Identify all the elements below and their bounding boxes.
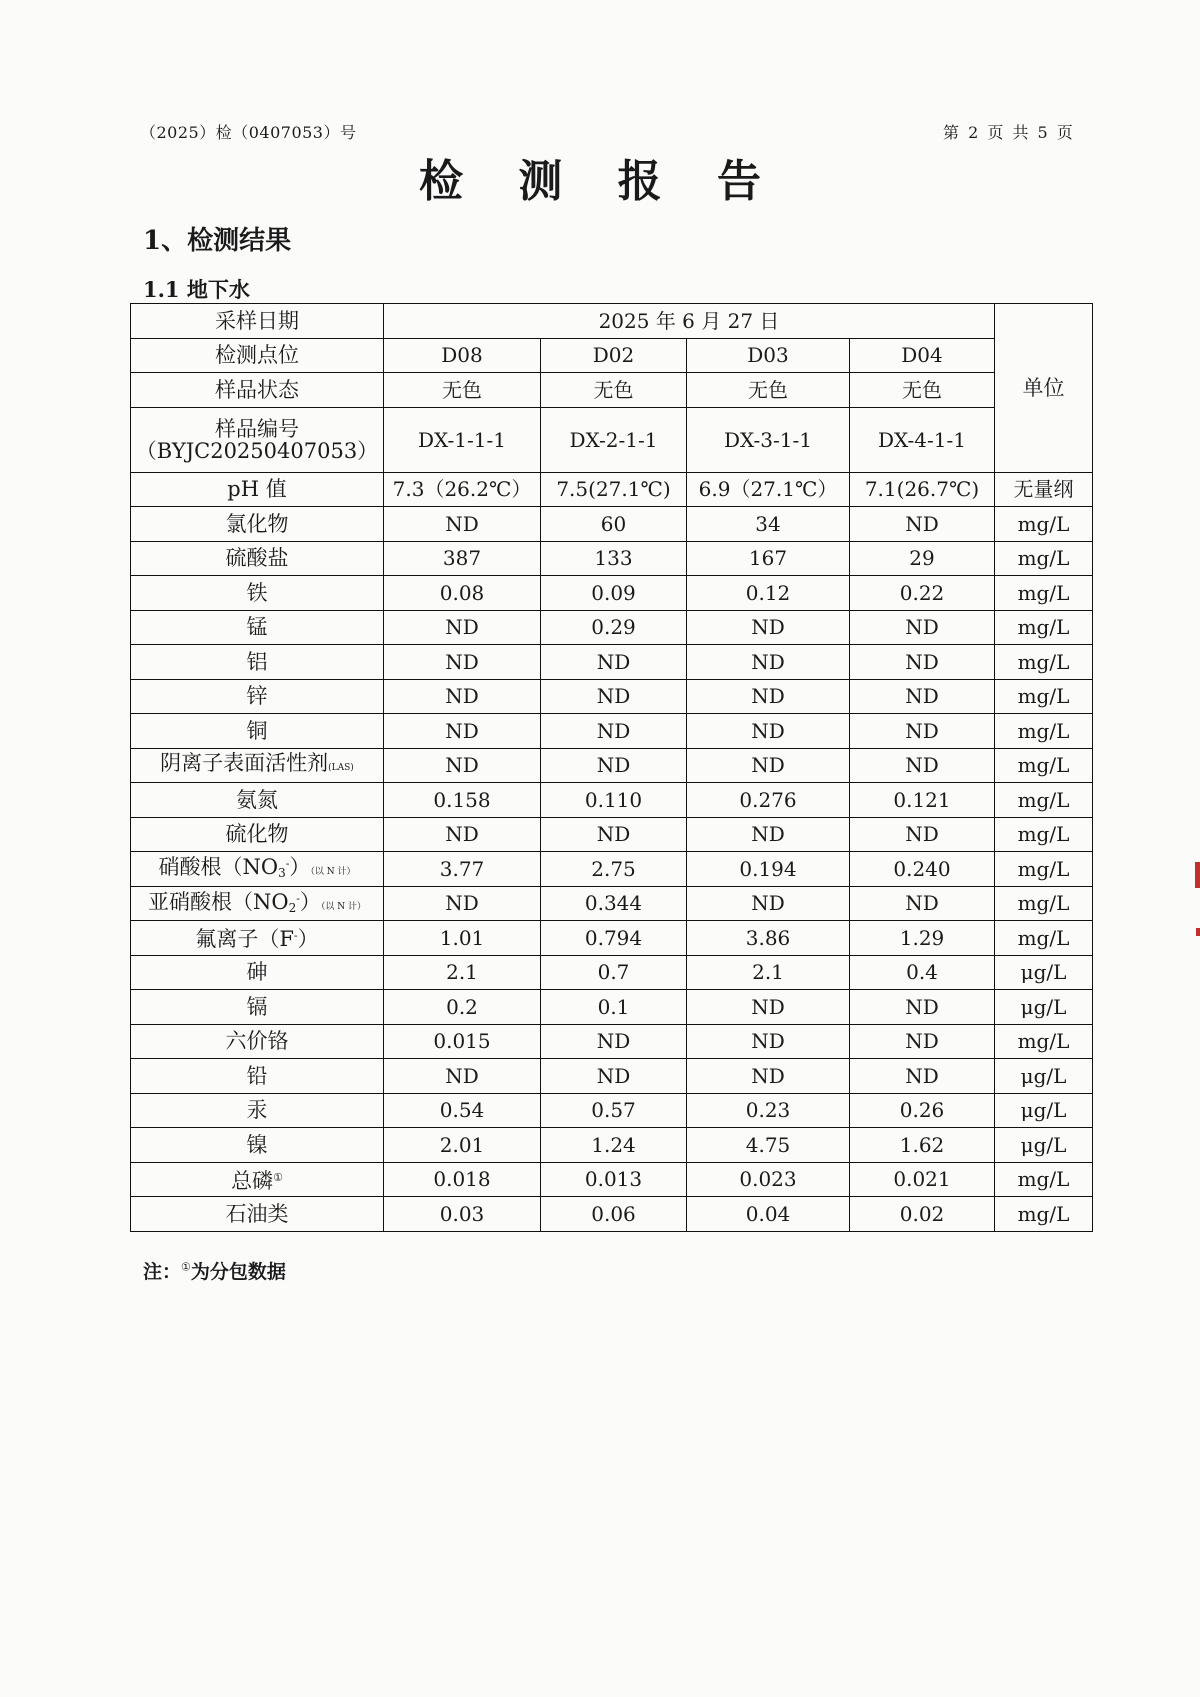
- sample-no-row: [131, 407, 1093, 472]
- table-row: [131, 852, 1093, 887]
- value-cell: ND: [687, 990, 850, 1025]
- item-name-cell: [131, 748, 384, 783]
- item-name-cell: [131, 1162, 384, 1197]
- item-name-cell: [131, 1197, 384, 1232]
- value-cell: 0.02: [850, 1197, 995, 1232]
- unit-cell: μg/L: [995, 955, 1093, 990]
- value-cell: ND: [850, 1024, 995, 1059]
- unit-cell: mg/L: [995, 679, 1093, 714]
- value-cell: 3.86: [687, 921, 850, 956]
- value-cell: ND: [541, 714, 687, 749]
- footnote-marker: ①: [181, 1260, 191, 1274]
- item-name: 锌: [246, 684, 268, 709]
- value-cell: 7.3（26.2℃）: [384, 472, 541, 507]
- value-cell: 0.013: [541, 1162, 687, 1197]
- item-note: （以 N 计）: [310, 867, 356, 878]
- value-cell: 0.4: [850, 955, 995, 990]
- value-cell: 0.194: [687, 852, 850, 887]
- report-number: （2025）检（0407053）号: [140, 123, 357, 142]
- value-cell: ND: [687, 748, 850, 783]
- item-name: 阴离子表面活性剂: [160, 750, 329, 775]
- value-cell: 1.62: [850, 1128, 995, 1163]
- state-row: [131, 373, 1093, 408]
- value-cell: 0.03: [384, 1197, 541, 1232]
- value-cell: 0.015: [384, 1024, 541, 1059]
- item-name-cell: [131, 610, 384, 645]
- value-cell: ND: [384, 817, 541, 852]
- value-cell: 0.23: [687, 1093, 850, 1128]
- value-cell: ND: [384, 748, 541, 783]
- item-note: （以 N 计）: [320, 901, 367, 912]
- unit-cell: μg/L: [995, 1059, 1093, 1094]
- value-cell: ND: [384, 1059, 541, 1094]
- item-name-cell: [131, 1024, 384, 1059]
- value-cell: 0.121: [850, 783, 995, 818]
- item-name-cell: [131, 852, 384, 887]
- table-row: [131, 1093, 1093, 1128]
- value-cell: 133: [541, 541, 687, 576]
- item-name: 总磷: [231, 1168, 274, 1193]
- item-name-cell: [131, 817, 384, 852]
- footnote-prefix: 注：: [143, 1261, 182, 1283]
- item-subscript: 3: [278, 866, 286, 881]
- table-row: [131, 1059, 1093, 1094]
- state-cell: 无色: [850, 373, 995, 408]
- report-title: 检 测 报 告: [419, 156, 781, 207]
- value-cell: 0.023: [687, 1162, 850, 1197]
- table-row: [131, 610, 1093, 645]
- value-cell: 0.240: [850, 852, 995, 887]
- sample-no-cell: DX-4-1-1: [850, 407, 995, 472]
- value-cell: ND: [541, 1024, 687, 1059]
- value-cell: 7.1(26.7℃): [850, 472, 995, 507]
- point-cell: D02: [541, 338, 687, 373]
- table-row: [131, 1197, 1093, 1232]
- value-cell: 1.24: [541, 1128, 687, 1163]
- point-label: 检测点位: [131, 338, 384, 373]
- table-row: [131, 921, 1093, 956]
- value-cell: 0.12: [687, 576, 850, 611]
- item-superscript: -: [285, 857, 290, 871]
- item-name-cell: [131, 645, 384, 680]
- value-cell: ND: [850, 714, 995, 749]
- item-name: 六价铬: [225, 1029, 289, 1054]
- item-name-cell: [131, 714, 384, 749]
- point-cell: D04: [850, 338, 995, 373]
- value-cell: 0.09: [541, 576, 687, 611]
- item-name: 铅: [246, 1063, 268, 1088]
- unit-cell: mg/L: [995, 852, 1093, 887]
- value-cell: 0.7: [541, 955, 687, 990]
- table-row: [131, 886, 1093, 921]
- item-name-cell: [131, 679, 384, 714]
- state-cell: 无色: [541, 373, 687, 408]
- value-cell: 0.110: [541, 783, 687, 818]
- value-cell: ND: [541, 1059, 687, 1094]
- item-name: 硫酸盐: [225, 546, 289, 571]
- value-cell: ND: [850, 507, 995, 542]
- item-name-cell: [131, 507, 384, 542]
- unit-cell: mg/L: [995, 610, 1093, 645]
- value-cell: 34: [687, 507, 850, 542]
- value-cell: ND: [541, 817, 687, 852]
- item-subscript: 2: [288, 900, 297, 915]
- sample-no-cell: DX-3-1-1: [687, 407, 850, 472]
- sample-no-label-text: 样品编号: [215, 416, 299, 441]
- unit-cell: mg/L: [995, 645, 1093, 680]
- sample-no-code: （BYJC20250407053）: [135, 438, 379, 463]
- item-name-cell: [131, 990, 384, 1025]
- results-table: [130, 303, 1093, 1232]
- item-name: 镍: [246, 1132, 268, 1157]
- unit-cell: mg/L: [995, 541, 1093, 576]
- item-close-paren: ）: [299, 889, 321, 914]
- item-name: 硫化物: [225, 822, 289, 847]
- item-close-paren: ）: [297, 927, 319, 952]
- unit-cell: μg/L: [995, 990, 1093, 1025]
- sampling-date-row: [131, 304, 1093, 339]
- state-cell: 无色: [384, 373, 541, 408]
- value-cell: 0.276: [687, 783, 850, 818]
- table-row: [131, 507, 1093, 542]
- value-cell: 2.1: [384, 955, 541, 990]
- value-cell: ND: [384, 679, 541, 714]
- point-cell: D03: [687, 338, 850, 373]
- item-name: 铁: [246, 580, 268, 605]
- value-cell: 0.158: [384, 783, 541, 818]
- unit-cell: mg/L: [995, 817, 1093, 852]
- value-cell: 0.1: [541, 990, 687, 1025]
- value-cell: ND: [850, 748, 995, 783]
- unit-cell: mg/L: [995, 783, 1093, 818]
- value-cell: 0.018: [384, 1162, 541, 1197]
- value-cell: ND: [850, 817, 995, 852]
- value-cell: 0.021: [850, 1162, 995, 1197]
- value-cell: ND: [384, 714, 541, 749]
- table-row: [131, 472, 1093, 507]
- value-cell: ND: [850, 1059, 995, 1094]
- section-title: 1、检测结果: [143, 226, 292, 256]
- table-row: [131, 748, 1093, 783]
- value-cell: 1.29: [850, 921, 995, 956]
- value-cell: ND: [687, 1024, 850, 1059]
- item-name-cell: [131, 955, 384, 990]
- value-cell: 0.26: [850, 1093, 995, 1128]
- item-superscript: -: [296, 891, 300, 905]
- item-name-cell: [131, 1093, 384, 1128]
- value-cell: ND: [541, 679, 687, 714]
- value-cell: 3.77: [384, 852, 541, 887]
- value-cell: 387: [384, 541, 541, 576]
- value-cell: ND: [541, 645, 687, 680]
- table-row: [131, 1162, 1093, 1197]
- table-row: [131, 1128, 1093, 1163]
- value-cell: ND: [384, 886, 541, 921]
- unit-cell: mg/L: [995, 921, 1093, 956]
- value-cell: 6.9（27.1℃）: [687, 472, 850, 507]
- table-row: [131, 679, 1093, 714]
- unit-cell: mg/L: [995, 507, 1093, 542]
- value-cell: ND: [687, 610, 850, 645]
- item-name: 砷: [246, 960, 268, 985]
- value-cell: ND: [687, 886, 850, 921]
- value-cell: 0.06: [541, 1197, 687, 1232]
- value-cell: ND: [384, 507, 541, 542]
- sampling-date-label: 采样日期: [131, 304, 384, 339]
- subsection-title: 1.1 地下水: [143, 277, 250, 302]
- item-name-cell: [131, 472, 384, 507]
- value-cell: 29: [850, 541, 995, 576]
- value-cell: ND: [850, 610, 995, 645]
- value-cell: 0.08: [384, 576, 541, 611]
- value-cell: 60: [541, 507, 687, 542]
- table-row: [131, 1024, 1093, 1059]
- unit-cell: μg/L: [995, 1128, 1093, 1163]
- unit-cell: mg/L: [995, 748, 1093, 783]
- item-name-cell: [131, 576, 384, 611]
- value-cell: ND: [384, 645, 541, 680]
- value-cell: ND: [687, 817, 850, 852]
- item-name: pH 值: [227, 477, 287, 502]
- unit-cell: mg/L: [995, 886, 1093, 921]
- value-cell: 7.5(27.1℃): [541, 472, 687, 507]
- value-cell: 1.01: [384, 921, 541, 956]
- item-name: 氨氮: [236, 787, 278, 812]
- item-name-cell: [131, 783, 384, 818]
- table-row: [131, 714, 1093, 749]
- unit-cell: mg/L: [995, 1162, 1093, 1197]
- table-row: [131, 955, 1093, 990]
- item-name-cell: [131, 1128, 384, 1163]
- sample-no-label: [131, 407, 384, 472]
- value-cell: ND: [850, 645, 995, 680]
- value-cell: 2.1: [687, 955, 850, 990]
- unit-cell: mg/L: [995, 1024, 1093, 1059]
- item-name-cell: [131, 541, 384, 576]
- unit-cell: μg/L: [995, 1093, 1093, 1128]
- unit-cell: mg/L: [995, 576, 1093, 611]
- table-row: [131, 645, 1093, 680]
- item-name-cell: [131, 886, 384, 921]
- item-name-cell: [131, 1059, 384, 1094]
- seal-edge-mark: [1195, 862, 1200, 888]
- point-row: [131, 338, 1093, 373]
- footnote-text: 为分包数据: [190, 1261, 286, 1283]
- table-row: [131, 541, 1093, 576]
- value-cell: 0.2: [384, 990, 541, 1025]
- item-name-cell: [131, 921, 384, 956]
- item-name: 石油类: [225, 1201, 289, 1226]
- unit-cell: 无量纲: [995, 472, 1093, 507]
- footnote: [143, 1257, 286, 1284]
- unit-header: 单位: [995, 304, 1093, 473]
- value-cell: 167: [687, 541, 850, 576]
- item-name: 亚硝酸根（NO: [147, 889, 289, 914]
- item-name: 铜: [246, 718, 268, 743]
- value-cell: 0.54: [384, 1093, 541, 1128]
- sample-no-cell: DX-1-1-1: [384, 407, 541, 472]
- unit-cell: mg/L: [995, 1197, 1093, 1232]
- value-cell: ND: [850, 990, 995, 1025]
- table-row: [131, 817, 1093, 852]
- page-info: 第 2 页 共 5 页: [943, 123, 1073, 142]
- seal-edge-mark: [1196, 928, 1200, 936]
- value-cell: ND: [687, 714, 850, 749]
- item-name: 氟离子（F: [195, 927, 294, 952]
- item-name: 汞: [246, 1098, 268, 1123]
- value-cell: 0.57: [541, 1093, 687, 1128]
- unit-cell: mg/L: [995, 714, 1093, 749]
- table-row: [131, 783, 1093, 818]
- value-cell: ND: [541, 748, 687, 783]
- sampling-date-value: 2025 年 6 月 27 日: [384, 304, 995, 339]
- table-row: [131, 990, 1093, 1025]
- point-cell: D08: [384, 338, 541, 373]
- item-note: (LAS): [328, 762, 354, 773]
- value-cell: 0.04: [687, 1197, 850, 1232]
- value-cell: 0.22: [850, 576, 995, 611]
- item-superscript: ①: [273, 1170, 283, 1184]
- item-name: 氯化物: [225, 511, 289, 536]
- value-cell: 0.344: [541, 886, 687, 921]
- value-cell: 0.794: [541, 921, 687, 956]
- item-name: 镉: [246, 994, 268, 1019]
- value-cell: 2.01: [384, 1128, 541, 1163]
- sample-no-cell: DX-2-1-1: [541, 407, 687, 472]
- value-cell: ND: [687, 679, 850, 714]
- value-cell: ND: [687, 1059, 850, 1094]
- value-cell: 0.29: [541, 610, 687, 645]
- item-name: 铝: [246, 649, 268, 674]
- value-cell: ND: [687, 645, 850, 680]
- item-superscript: -: [293, 929, 298, 943]
- value-cell: 2.75: [541, 852, 687, 887]
- value-cell: ND: [384, 610, 541, 645]
- value-cell: ND: [850, 679, 995, 714]
- value-cell: ND: [850, 886, 995, 921]
- item-name: 锰: [246, 615, 268, 640]
- value-cell: 4.75: [687, 1128, 850, 1163]
- state-cell: 无色: [687, 373, 850, 408]
- table-row: [131, 576, 1093, 611]
- item-name: 硝酸根（NO: [158, 855, 279, 880]
- state-label: 样品状态: [131, 373, 384, 408]
- item-close-paren: ）: [289, 855, 311, 880]
